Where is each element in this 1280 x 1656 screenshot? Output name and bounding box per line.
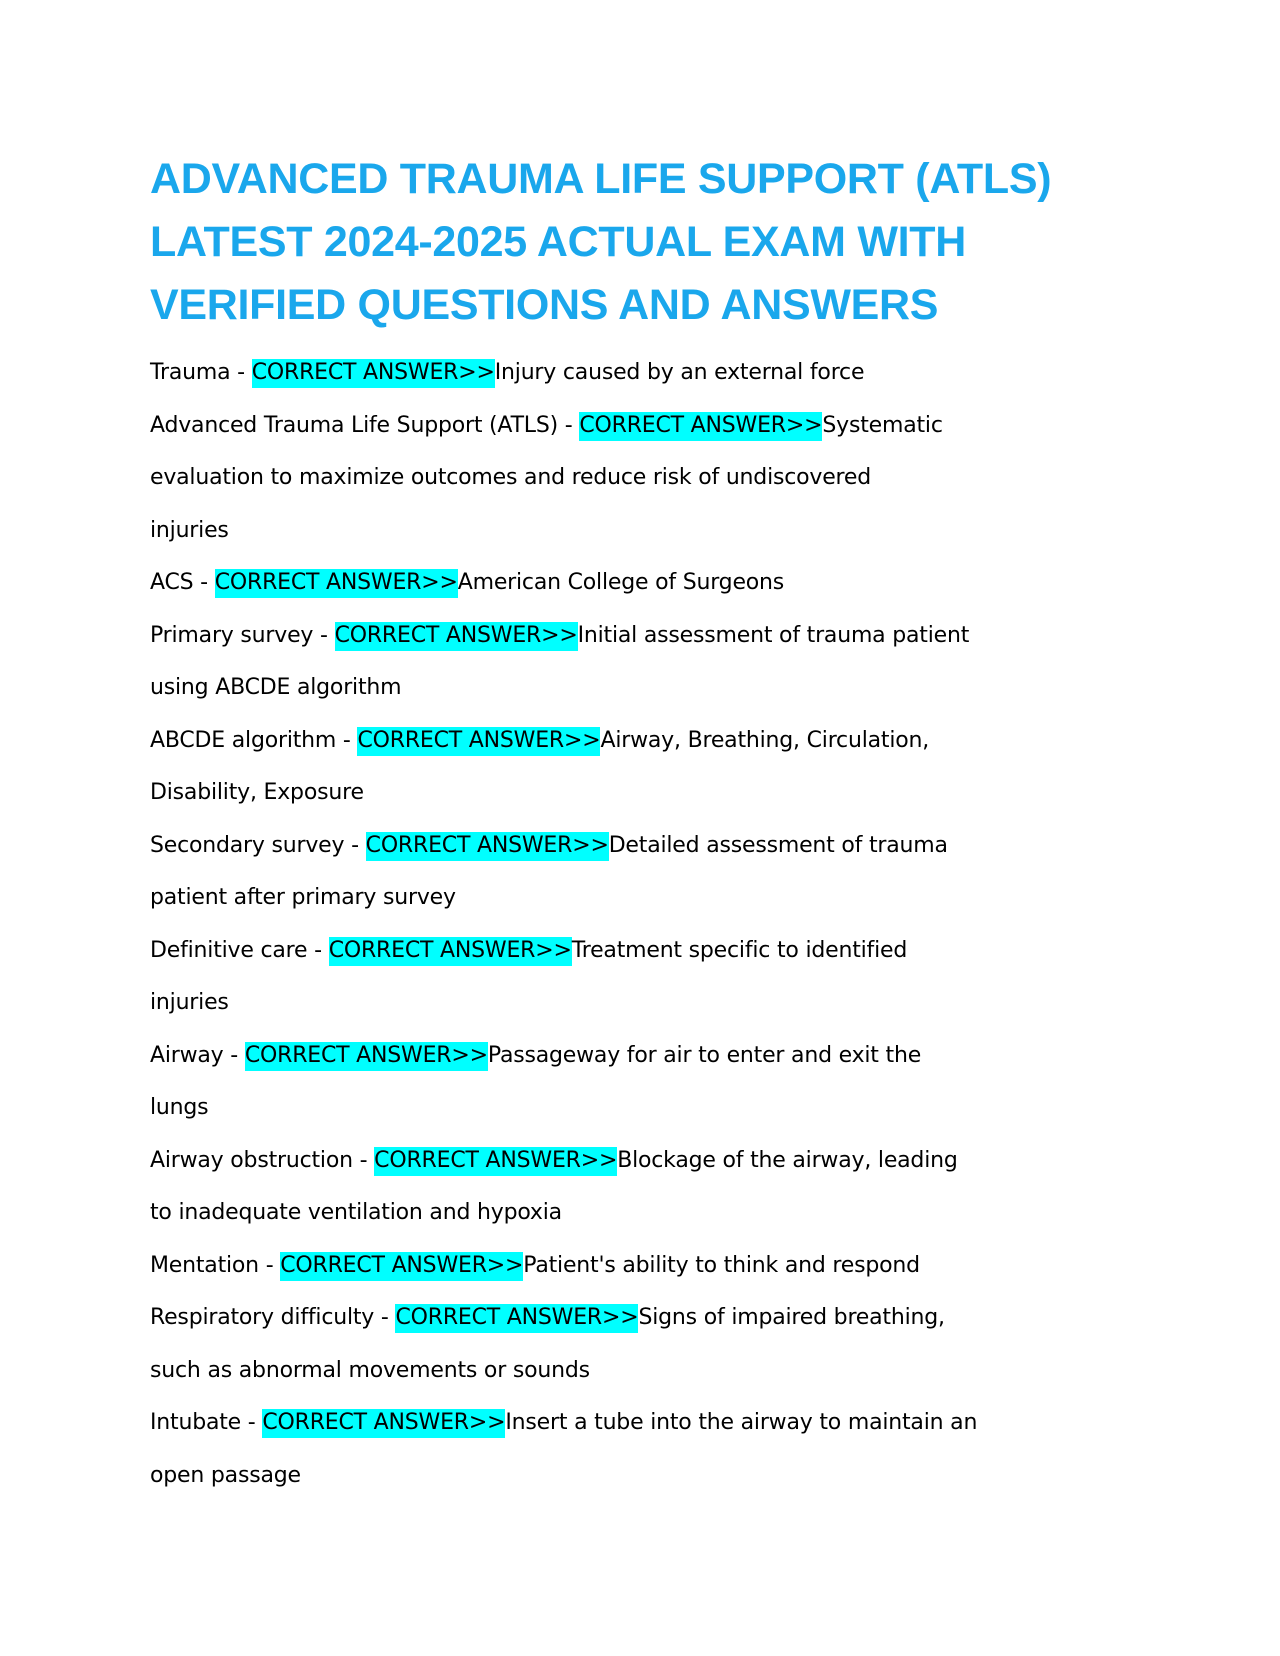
correct-answer-highlight: CORRECT ANSWER>> xyxy=(262,1409,505,1438)
entry-answer-text: injuries xyxy=(150,990,229,1015)
document-title xyxy=(150,148,1050,337)
entry-line xyxy=(150,610,1000,663)
entry-term: Airway obstruction - xyxy=(150,1147,375,1173)
entry-line xyxy=(150,1135,1000,1188)
entry-term: Intubate - xyxy=(150,1410,263,1435)
entry-term: Respiratory difficulty - xyxy=(150,1305,396,1330)
qa-entry xyxy=(150,715,1000,820)
qa-entry xyxy=(150,820,1000,925)
qa-entry xyxy=(150,400,1000,558)
correct-answer-highlight: CORRECT ANSWER>> xyxy=(357,727,600,756)
correct-answer-highlight: CORRECT ANSWER>> xyxy=(395,1304,638,1333)
entry-answer-text: Signs of impaired breathing, xyxy=(638,1305,945,1330)
correct-answer-highlight: CORRECT ANSWER>> xyxy=(374,1147,617,1176)
entry-term: Primary survey - xyxy=(150,622,335,648)
qa-entry xyxy=(150,1292,1000,1397)
qa-entry xyxy=(150,557,1000,610)
entry-line xyxy=(150,977,1000,1030)
entry-answer-text: Injury caused by an external force xyxy=(494,360,865,385)
entry-term: Trauma - xyxy=(150,360,252,385)
entry-answer-text: Treatment specific to identified xyxy=(571,937,908,963)
entry-answer-text: injuries xyxy=(150,517,229,543)
document-content xyxy=(150,148,1050,1502)
correct-answer-highlight: CORRECT ANSWER>> xyxy=(335,622,578,651)
entry-line xyxy=(150,1240,1000,1293)
entry-answer-text: Passageway for air to enter and exit the xyxy=(487,1042,922,1068)
entry-answer-text: Patient's ability to think and respond xyxy=(523,1252,920,1278)
entry-answer-text: open passage xyxy=(150,1462,301,1488)
title-line: ADVANCED TRAUMA LIFE SUPPORT (ATLS) xyxy=(150,155,1052,203)
entry-line xyxy=(150,1397,1000,1450)
correct-answer-highlight: CORRECT ANSWER>> xyxy=(366,832,609,861)
entry-answer-text: evaluation to maximize outcomes and reduce risk of undiscovered xyxy=(150,465,872,490)
entry-term: ACS - xyxy=(150,570,215,595)
entry-answer-text: American College of Surgeons xyxy=(457,570,785,595)
qa-entry xyxy=(150,925,1000,1030)
entry-answer-text: patient after primary survey xyxy=(150,885,456,910)
entry-line xyxy=(150,1082,1000,1135)
entry-answer-text: lungs xyxy=(150,1095,209,1120)
entry-line xyxy=(150,1450,1000,1503)
entry-line xyxy=(150,715,1000,768)
entry-answer-text: Airway, Breathing, Circulation, xyxy=(600,727,930,753)
entry-line xyxy=(150,820,1000,873)
correct-answer-highlight: CORRECT ANSWER>> xyxy=(245,1042,488,1071)
entry-answer-text: Blockage of the airway, leading xyxy=(617,1147,958,1173)
title-line: VERIFIED QUESTIONS AND ANSWERS xyxy=(150,281,939,329)
entry-answer-text: such as abnormal movements or sounds xyxy=(150,1357,590,1383)
entry-line xyxy=(150,557,1000,610)
qa-entry xyxy=(150,1397,1000,1502)
entry-term: Definitive care - xyxy=(150,937,329,963)
correct-answer-highlight: CORRECT ANSWER>> xyxy=(215,569,458,598)
qa-entry-list xyxy=(150,347,1050,1502)
entry-line xyxy=(150,662,1000,715)
entry-term: Secondary survey - xyxy=(150,832,366,858)
entry-answer-text: using ABCDE algorithm xyxy=(150,675,402,700)
entry-line xyxy=(150,1030,1000,1083)
entry-answer-text: to inadequate ventilation and hypoxia xyxy=(150,1200,562,1225)
entry-line xyxy=(150,1345,1000,1398)
entry-term: ABCDE algorithm - xyxy=(150,727,358,753)
entry-line xyxy=(150,925,1000,978)
entry-line xyxy=(150,452,1000,505)
entry-line xyxy=(150,872,1000,925)
entry-term: Advanced Trauma Life Support (ATLS) - xyxy=(150,412,580,438)
title-line: LATEST 2024-2025 ACTUAL EXAM WITH xyxy=(150,218,967,266)
entry-line xyxy=(150,505,1000,558)
entry-line xyxy=(150,1187,1000,1240)
entry-line xyxy=(150,1292,1000,1345)
entry-term: Airway - xyxy=(150,1042,245,1068)
entry-answer-text: Insert a tube into the airway to maintain an xyxy=(505,1410,978,1435)
qa-entry xyxy=(150,1135,1000,1240)
qa-entry xyxy=(150,1240,1000,1293)
entry-term: Mentation - xyxy=(150,1252,281,1278)
entry-line xyxy=(150,767,1000,820)
entry-answer-text: Detailed assessment of trauma xyxy=(608,832,948,858)
correct-answer-highlight: CORRECT ANSWER>> xyxy=(579,412,822,441)
entry-line xyxy=(150,400,1000,453)
correct-answer-highlight: CORRECT ANSWER>> xyxy=(280,1252,523,1281)
qa-entry xyxy=(150,610,1000,715)
qa-entry xyxy=(150,1030,1000,1135)
entry-answer-text: Disability, Exposure xyxy=(150,780,364,805)
entry-answer-text: Systematic xyxy=(822,412,943,438)
qa-entry xyxy=(150,347,1000,400)
entry-answer-text: Initial assessment of trauma patient xyxy=(577,622,970,648)
correct-answer-highlight: CORRECT ANSWER>> xyxy=(252,359,495,388)
entry-line xyxy=(150,347,1000,400)
correct-answer-highlight: CORRECT ANSWER>> xyxy=(329,937,572,966)
